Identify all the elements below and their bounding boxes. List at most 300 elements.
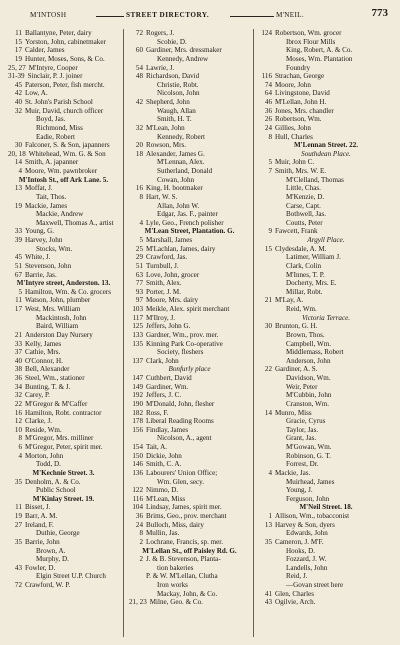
entry-text: Watson, John, plumber xyxy=(25,296,91,305)
house-number: 32 xyxy=(14,391,22,400)
entry-text: Alexander, James G. xyxy=(146,149,205,158)
entry-text: Jones, Mrs. chandler xyxy=(275,106,334,115)
entry-text: Marshall, James xyxy=(146,236,193,244)
directory-entry xyxy=(8,478,119,487)
entry-text: Bell, Alexander xyxy=(25,365,70,374)
house-number: 4 xyxy=(268,468,272,477)
directory-column-3 xyxy=(258,29,394,607)
entry-text: Glen, Charles xyxy=(275,589,315,598)
house-number: 13 xyxy=(14,184,22,193)
house-number: 135 xyxy=(132,339,143,348)
entry-text: Mullin, Jas. xyxy=(146,529,180,538)
street-heading: M'Lennan Street. 22. xyxy=(293,141,359,150)
resident-entry: Bothwell, Jas. xyxy=(286,210,326,219)
directory-entry xyxy=(129,98,250,107)
house-number: 33 xyxy=(14,339,22,348)
directory-entry xyxy=(129,262,250,271)
entry-text: Mackie, Jas. xyxy=(275,468,311,477)
directory-entry xyxy=(129,374,250,383)
entry-text: Kelly, James xyxy=(25,339,62,348)
directory-entry xyxy=(8,158,119,167)
house-number: 25, 27 xyxy=(8,63,26,72)
directory-entry xyxy=(8,443,119,452)
place-subheading: Victoria Terrace. xyxy=(301,313,351,322)
house-number: 137 xyxy=(132,356,143,365)
resident-entry: Anderson, John xyxy=(286,356,331,365)
house-number: 64 xyxy=(264,89,272,98)
directory-entry xyxy=(8,81,119,90)
directory-entry xyxy=(8,184,119,193)
entry-text: M'Gregor & M'Caffer xyxy=(25,399,88,408)
directory-entry xyxy=(129,322,250,331)
directory-entry xyxy=(129,305,250,314)
resident-entry: Richmond, Miss xyxy=(36,123,83,132)
resident-entry: Nicolson, John xyxy=(157,89,200,98)
house-number: 33 xyxy=(14,227,22,236)
directory-entry xyxy=(129,357,250,366)
directory-entry xyxy=(129,512,250,521)
entry-text: Ireland, F. xyxy=(25,520,54,529)
directory-entry xyxy=(8,227,119,236)
house-number: 22 xyxy=(14,399,22,408)
resident-entry: Sutherland, Donald xyxy=(157,167,213,175)
resident-entry: Nicolson, A., agent xyxy=(157,434,212,443)
resident-entry: Public School xyxy=(36,486,76,495)
entry-text: Clarke, J. xyxy=(25,417,52,426)
entry-text: Morton, John xyxy=(25,451,64,460)
house-number: 4 xyxy=(18,167,22,175)
street-heading: M'Neil Street. 18. xyxy=(299,503,353,512)
entry-text: Liberal Reading Rooms xyxy=(146,417,214,426)
resident-entry: Cranston, Wm. xyxy=(286,399,330,408)
directory-entry xyxy=(258,227,394,236)
house-number: 29 xyxy=(135,253,143,262)
directory-entry xyxy=(129,64,250,73)
directory-entry xyxy=(129,193,250,202)
house-number: 17 xyxy=(14,46,22,55)
house-number: 5 xyxy=(268,158,272,167)
directory-entry xyxy=(129,245,250,254)
resident-entry: —Govan street here xyxy=(286,581,344,589)
house-number: 30 xyxy=(14,141,22,150)
entry-text: Cuthbert, David xyxy=(146,374,192,382)
resident-entry: Baird, William xyxy=(36,322,79,331)
house-number: 10 xyxy=(14,425,22,434)
resident-entry: Young, J. xyxy=(286,486,313,495)
place-subheading: Bonfurly place xyxy=(168,365,211,374)
house-number: 72 xyxy=(14,581,22,589)
house-number: 21 xyxy=(14,330,22,339)
house-number: 63 xyxy=(135,270,143,279)
entry-text: Carey, P. xyxy=(25,391,50,400)
directory-entry xyxy=(258,590,394,599)
directory-entry xyxy=(8,271,119,280)
street-heading: M'Intosh St., off Ark Lane. 5. xyxy=(18,175,109,184)
resident-entry: M'Clelland, Thomas xyxy=(286,175,344,184)
directory-entry xyxy=(129,271,250,280)
entry-text: Kinning Park Co-operative xyxy=(146,339,223,348)
resident-entry: Carse, Capt. xyxy=(286,201,321,210)
entry-text: Lochrane, Francis, sp. mer. xyxy=(146,537,224,546)
house-number: 156 xyxy=(132,425,143,434)
house-number: 35 xyxy=(14,477,22,486)
entry-text: Ballantyne, Peter, dairy xyxy=(25,29,92,37)
entry-text: St. John's Parish School xyxy=(25,98,93,106)
directory-entry xyxy=(8,348,119,357)
house-number: 11 xyxy=(15,29,22,37)
entry-text: Hunter, Moses, Sons, & Co. xyxy=(25,54,105,63)
house-number: 149 xyxy=(132,382,143,391)
entry-text: Reside, Wm. xyxy=(25,425,62,434)
entry-text: Bunting, T. & J. xyxy=(25,382,71,391)
house-number: 20, 18 xyxy=(8,149,26,158)
entry-text: Ogilvie, Arch. xyxy=(275,598,316,607)
directory-entry xyxy=(258,167,394,176)
directory-entry xyxy=(129,236,250,245)
resident-entry: Docherty, Mrs. E. xyxy=(286,279,337,288)
directory-entry xyxy=(8,202,119,211)
entry-text: Smith, A. japanner xyxy=(25,158,79,167)
directory-entry xyxy=(8,64,119,73)
entry-text: M'Lachlan, James, dairy xyxy=(146,244,216,253)
entry-text: Gardner, Wm., prov. mer. xyxy=(146,330,219,339)
house-number: 40 xyxy=(14,98,22,106)
resident-entry: Maxwell, Thomas A., artist xyxy=(36,218,114,227)
house-number: 136 xyxy=(132,468,143,477)
resident-entry: Moses, Wm. Plantation xyxy=(286,54,353,63)
entry-text: Moore, Wm. pawnbroker xyxy=(25,167,97,175)
resident-entry: Millar, Robt. xyxy=(286,287,323,296)
directory-entry xyxy=(8,236,119,245)
entry-text: O'Connor, H. xyxy=(25,356,63,365)
house-number: 77 xyxy=(135,279,143,288)
entry-text: Moore, Mrs. dairy xyxy=(146,296,199,305)
house-number: 25 xyxy=(135,244,143,253)
entry-text: Meikle, Alex. spirit merchant xyxy=(146,305,230,313)
directory-entry xyxy=(8,581,119,590)
entry-text: Bulloch, Miss, dairy xyxy=(146,520,204,529)
resident-entry: Mackie, Andrew xyxy=(36,210,84,219)
resident-entry: Iron works xyxy=(157,581,188,589)
entry-text: Fowler, D. xyxy=(25,563,56,572)
entry-text: Livingstone, David xyxy=(275,89,330,98)
directory-entry xyxy=(258,107,394,116)
entry-text: Gardiner, Mrs. dressmaker xyxy=(146,46,222,55)
directory-entry xyxy=(129,400,250,409)
house-number: 46 xyxy=(264,98,272,106)
header-title: STREET DIRECTORY. xyxy=(126,11,210,19)
directory-entry xyxy=(8,564,119,573)
entry-text: Hart, W. S. xyxy=(146,192,178,201)
house-number: 116 xyxy=(132,494,143,503)
entry-text: White, J. xyxy=(25,253,51,262)
house-number: 45 xyxy=(14,80,22,89)
house-number: 8 xyxy=(18,434,22,443)
directory-entry xyxy=(129,184,250,193)
resident-entry: Murphy, D. xyxy=(36,555,69,564)
house-number: 133 xyxy=(132,330,143,339)
directory-entry xyxy=(129,141,250,150)
house-number: 42 xyxy=(135,98,143,106)
entry-text: Lawrie, J. xyxy=(146,63,175,72)
directory-entry xyxy=(258,538,394,547)
directory-entry xyxy=(258,469,394,478)
place-subheading: Southdean Place. xyxy=(301,149,351,158)
directory-entry xyxy=(129,503,250,512)
resident-entry: Mackintosh, John xyxy=(36,313,87,322)
directory-entry xyxy=(8,409,119,418)
entry-text: Moore, John xyxy=(275,80,311,89)
house-number: 16 xyxy=(135,184,143,193)
resident-entry: Brown, Thos. xyxy=(286,330,325,339)
directory-entry xyxy=(129,460,250,469)
directory-entry xyxy=(129,486,250,495)
directory-entry xyxy=(258,29,394,38)
house-number: 67 xyxy=(14,270,22,279)
house-number: 36 xyxy=(135,512,143,520)
entry-text: Ross, F. xyxy=(146,408,169,417)
directory-entry xyxy=(8,262,119,271)
resident-entry: Latimer, William J. xyxy=(286,253,341,262)
house-number: 19 xyxy=(14,512,22,520)
house-number: 51 xyxy=(135,261,143,270)
resident-entry: Christie, Robt. xyxy=(157,80,199,89)
street-heading: M'Lellan St., off Paisley Rd. G. xyxy=(142,546,237,555)
directory-entry xyxy=(129,150,250,159)
house-number: 6 xyxy=(18,443,22,451)
directory-entry xyxy=(258,133,394,142)
entry-text: Whitehead, Wm. G. & Son xyxy=(28,149,106,158)
directory-entry xyxy=(8,434,119,443)
house-number: 43 xyxy=(264,598,272,607)
house-number: 26 xyxy=(264,115,272,124)
house-number: 19 xyxy=(14,54,22,63)
directory-entry xyxy=(129,391,250,400)
directory-entry xyxy=(258,245,394,254)
directory-entry xyxy=(258,409,394,418)
entry-text: Young, G. xyxy=(25,227,55,236)
house-number: 8 xyxy=(139,529,143,538)
header-rule-right xyxy=(230,16,274,17)
entry-text: Cameron, J. M'F. xyxy=(275,537,324,546)
resident-entry: Waugh, Allan xyxy=(157,106,196,115)
house-number: 5 xyxy=(18,287,22,296)
directory-entry xyxy=(129,555,250,564)
directory-entry xyxy=(129,29,250,38)
place-subheading: Argyll Place. xyxy=(307,236,345,244)
resident-entry: Allan, John W. xyxy=(157,201,200,210)
house-number: 9 xyxy=(268,227,272,236)
house-number: 34 xyxy=(14,382,22,391)
directory-entry xyxy=(8,305,119,314)
house-number: 2 xyxy=(139,555,143,564)
house-number: 36 xyxy=(14,374,22,382)
directory-entry xyxy=(258,296,394,305)
entry-text: Muir, David, church officer xyxy=(25,106,104,115)
entry-text: M'Lean, John xyxy=(146,123,185,132)
running-header xyxy=(8,8,392,24)
entry-text: Jeffers, J. C. xyxy=(146,391,182,400)
directory-entry xyxy=(129,572,250,581)
house-number: 190 xyxy=(132,399,143,408)
entry-text: Munro, Miss xyxy=(275,408,312,417)
entry-text: M'Gregor, Mrs. milliner xyxy=(25,434,94,443)
entry-text: Crawford, Jas. xyxy=(146,253,188,262)
resident-entry: Cowan, John xyxy=(157,175,195,184)
directory-entry xyxy=(8,400,119,409)
house-number: 192 xyxy=(132,391,143,400)
entry-text: Harvey, John xyxy=(25,236,63,244)
entry-text: Muir, John C. xyxy=(275,158,315,167)
resident-entry: Ibrox Flour Mills xyxy=(286,37,336,46)
entry-text: Gillies, John xyxy=(275,123,311,132)
directory-entry xyxy=(8,521,119,530)
resident-entry: Fozzard, J. W. xyxy=(286,555,327,564)
entry-text: M'Lay, A. xyxy=(275,296,304,305)
house-number: 4 xyxy=(139,218,143,227)
resident-entry: Ferguson, John xyxy=(286,494,330,503)
directory-entry xyxy=(8,383,119,392)
house-number: 2 xyxy=(139,537,143,546)
house-number: 5 xyxy=(139,236,143,244)
house-number: 16 xyxy=(14,408,22,417)
entry-text: Cathie, Mrs. xyxy=(25,348,61,357)
resident-entry: Campbell, Wm. xyxy=(286,339,331,348)
entry-text: Rogers, J. xyxy=(146,29,175,37)
directory-entry xyxy=(129,469,250,478)
entry-text: Sinclair, P. J. joiner xyxy=(27,72,83,81)
house-number: 35 xyxy=(264,537,272,546)
directory-entry xyxy=(129,383,250,392)
directory-entry xyxy=(258,98,394,107)
entry-text: Gardiner, A. S. xyxy=(275,365,318,374)
resident-entry: M'Kenzie, D. xyxy=(286,192,325,201)
entry-text: Stevenson, John xyxy=(25,261,72,270)
house-number: 21 xyxy=(264,296,272,305)
resident-entry: M'Innes, T. P. xyxy=(286,270,325,279)
column-divider xyxy=(123,29,124,637)
directory-entry xyxy=(129,46,250,55)
directory-entry xyxy=(8,167,119,176)
house-number: 45 xyxy=(14,253,22,262)
directory-entry xyxy=(8,331,119,340)
resident-entry: Reid, Wm. xyxy=(286,305,317,313)
resident-entry: Coutts, Peter xyxy=(286,218,323,227)
house-number: 32 xyxy=(14,106,22,115)
house-number: 12 xyxy=(14,417,22,426)
entry-text: M'Lellan, John H. xyxy=(275,98,327,106)
entry-text: Lyle, Geo., French polisher xyxy=(146,218,224,227)
house-number: 60 xyxy=(135,46,143,55)
resident-entry: Middlemass, Robert xyxy=(286,348,344,357)
house-number: 20 xyxy=(135,141,143,150)
street-heading: M'Intyre street, Anderston. 13. xyxy=(16,279,111,288)
resident-entry: tion bakeries xyxy=(157,563,194,572)
directory-entry xyxy=(8,46,119,55)
house-number: 7 xyxy=(268,167,272,175)
house-number: 74 xyxy=(264,80,272,89)
house-number: 27 xyxy=(14,520,22,529)
entry-text: Robertson, Wm. grocer xyxy=(275,29,342,37)
house-number: 116 xyxy=(261,72,272,81)
entry-text: Smith, Mrs. W. E. xyxy=(275,167,327,175)
entry-text: M'Ilroy, J. xyxy=(146,313,175,322)
resident-entry: Taylor, Jas. xyxy=(286,425,319,434)
directory-entry xyxy=(258,158,394,167)
directory-entry xyxy=(8,55,119,64)
house-number: 11 xyxy=(15,503,22,512)
entry-text: Porter, J. M. xyxy=(146,287,181,296)
entry-text: Barrie, Jas. xyxy=(25,270,57,279)
house-number: 182 xyxy=(132,408,143,417)
entry-text: Smith, Alex. xyxy=(146,279,182,288)
house-number: 1 xyxy=(268,512,272,520)
entry-text: Barr, A. M. xyxy=(25,512,58,520)
entry-text: Labourers' Union Office; xyxy=(146,468,218,477)
house-number: 178 xyxy=(132,417,143,426)
house-number: 40 xyxy=(14,356,22,365)
resident-entry: Grant, Jas. xyxy=(286,434,317,443)
resident-entry: Kennedy, Andrew xyxy=(157,54,209,63)
street-heading: M'Kinlay Street. 19. xyxy=(32,494,95,503)
entry-text: Moffat, J. xyxy=(25,184,53,193)
resident-entry: Brown, A. xyxy=(36,546,66,555)
house-number: 154 xyxy=(132,443,143,451)
house-number: 103 xyxy=(132,305,143,313)
directory-entry xyxy=(258,521,394,530)
directory-entry xyxy=(8,253,119,262)
directory-entry xyxy=(8,296,119,305)
entry-text: Smith, C. A. xyxy=(146,460,182,469)
house-number: 72 xyxy=(135,29,143,37)
house-number: 38 xyxy=(14,365,22,374)
directory-entry xyxy=(8,340,119,349)
resident-entry: Kennedy, Robert xyxy=(157,132,206,141)
house-number: 122 xyxy=(132,486,143,495)
directory-entry xyxy=(258,365,394,374)
entry-text: Dickie, John xyxy=(146,451,182,460)
street-heading: M'Kechnie Street. 3. xyxy=(32,468,95,477)
entry-text: Falconer, S. & Son, japanners xyxy=(25,141,110,150)
house-number: 14 xyxy=(264,408,272,417)
directory-entry xyxy=(129,288,250,297)
directory-entry xyxy=(258,89,394,98)
house-number: 31-39 xyxy=(8,72,25,81)
directory-entry xyxy=(8,538,119,547)
directory-entry xyxy=(129,538,250,547)
entry-text: Milne, Geo. & Co. xyxy=(149,598,203,607)
entry-text: Yorston, John, cabinetmaker xyxy=(25,37,106,46)
resident-entry: Weir, Peter xyxy=(286,382,318,391)
entry-text: Denholm, A. & Co. xyxy=(25,477,81,486)
entry-text: Mackie, James xyxy=(25,201,68,210)
resident-entry: Todd, D. xyxy=(36,460,61,469)
resident-entry: M'Cubbin, John xyxy=(286,391,332,400)
resident-entry: Eadie, Robert xyxy=(36,132,76,141)
entry-text: Crawford, W. P. xyxy=(25,581,71,589)
house-number: 37 xyxy=(14,348,22,357)
resident-entry: Edwards, John xyxy=(286,529,328,538)
directory-entry xyxy=(129,521,250,530)
directory-entry xyxy=(8,417,119,426)
entry-text: Nimmo, D. xyxy=(146,486,179,495)
entry-text: Allison, Wm., tobacconist xyxy=(275,512,350,520)
house-number: 21, 23 xyxy=(129,598,147,607)
resident-entry: Tait, Thos. xyxy=(36,192,67,201)
house-number: 54 xyxy=(135,63,143,72)
directory-entry xyxy=(8,426,119,435)
entry-text: Hamilton, Robt. contractor xyxy=(25,408,102,417)
